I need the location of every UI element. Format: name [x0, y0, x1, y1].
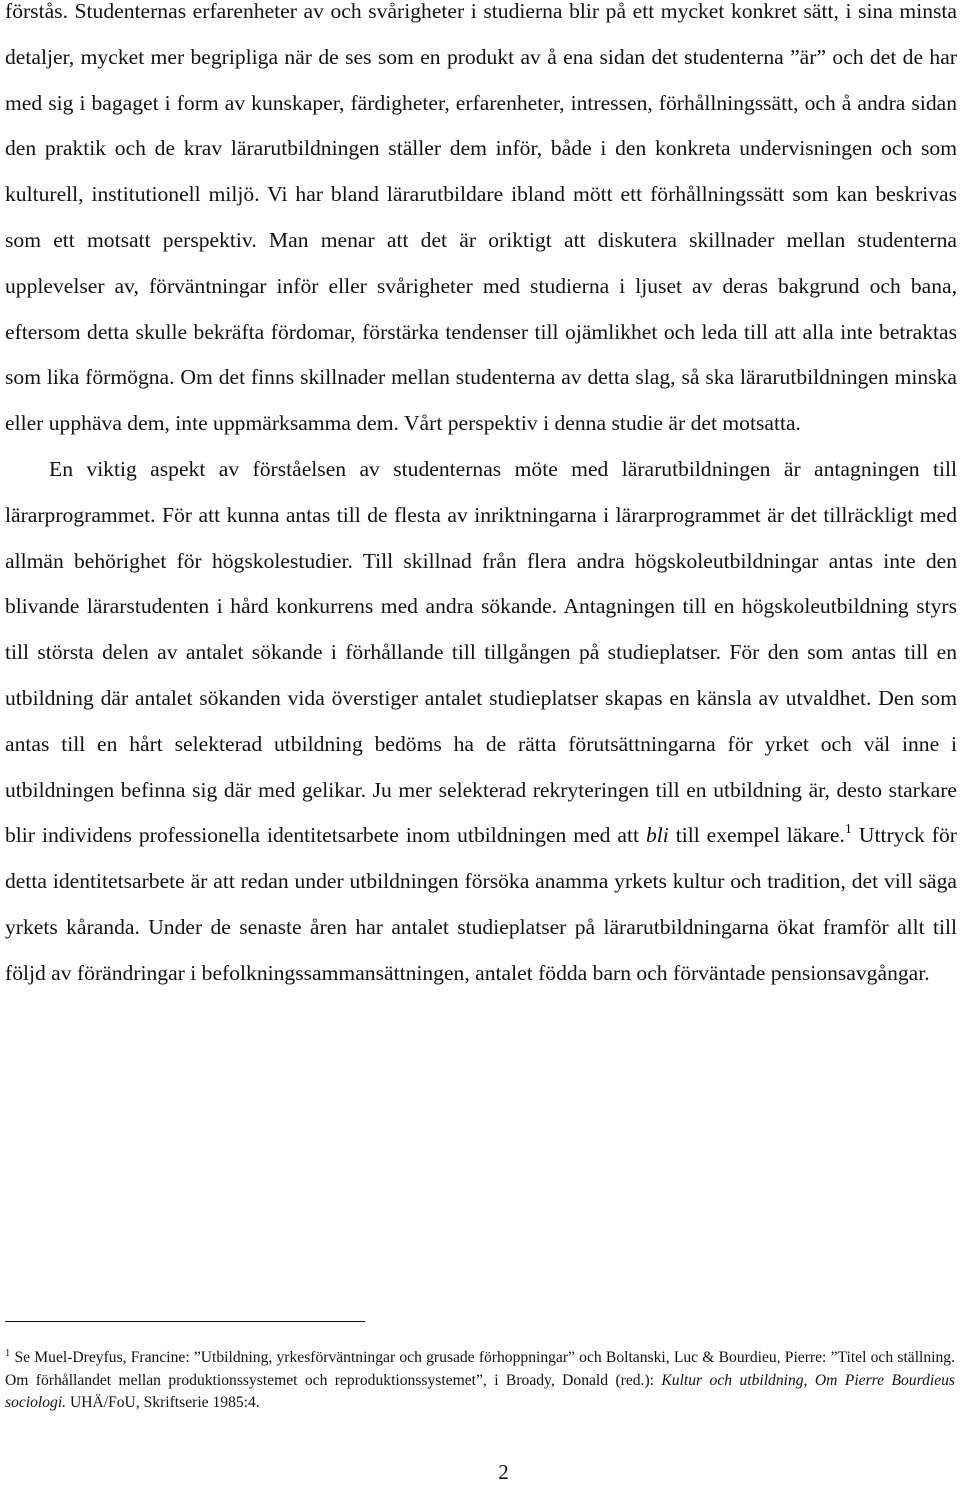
footnote-separator — [5, 1321, 365, 1322]
footnote — [5, 1347, 955, 1415]
paragraph-2-text-start: En viktig aspekt av förståelsen av studenternas möte med lärarutbildningen är antagningen till lärarprogrammet. För att kunna antas till de flesta av inriktningarna i lärarprogrammet är det tillräckligt med allmän behörighet för högskolestudier. Till skillnad från flera andra högskoleutbildningar antas inte den blivande lärarstudenten i hård konkurrens med andra sökande. Antagningen till en högskoleutbildning styrs till största delen av antalet sökande i förhållande till tillgången på studieplatser. För den som antas till en utbildning där antalet sökanden vida överstiger antalet studieplatser skapas en känsla av utvaldhet. Den som antas till en hårt selekterad utbildning bedöms ha de rätta förutsättningarna för yrket och väl inne i utbildningen befinna sig där med gelikar. Ju mer selekterad rekryteringen till en utbildning är, desto starkare blir individens professionella identitetsarbete inom utbildningen med att — [5, 456, 957, 848]
footnote-book-title: Kultur och utbildning, Om Pierre Bourdieus sociologi. — [5, 1371, 955, 1411]
body-text — [5, 0, 957, 997]
paragraph-2 — [5, 447, 957, 997]
emphasis-bli: bli — [645, 823, 669, 848]
footnote-text-start: Se Muel-Dreyfus, Francine: ”Utbildning, yrkesförväntningar och grusade förhoppningar” och Boltanski, Luc & Bourdieu, Pierre: ”Titel och ställning. Om förhållandet mellan produktionssystemet och reproduktionssystemet”, i Broady, Donald (red.): — [5, 1349, 955, 1389]
footnote-marker: 1 — [5, 1348, 11, 1359]
paragraph-1 — [5, 0, 957, 447]
footnote-text-end: UHÄ/FoU, Skriftserie 1985:4. — [66, 1394, 260, 1411]
paragraph-2-text-end: Uttryck för detta identitetsarbete är att redan under utbildningen försöka anamma yrkets kultur och tradition, det vill säga yrkets kåranda. Under de senaste åren har antalet studieplatser på lärarutbildningarna ökat framför allt till följd av förändringar i befolkningssammansättningen, antalet födda barn och förväntade pensionsavgångar. — [5, 823, 957, 985]
footnote-reference[interactable]: 1 — [844, 822, 852, 838]
paragraph-1-text: förstås. Studenternas erfarenheter av och svårigheter i studierna blir på ett mycket konkret sätt, i sina minsta detaljer, mycket mer begripliga när de ses som en produkt av å ena sidan det studenterna ”är” och det de har med sig i bagaget i form av kunskaper, färdigheter, erfarenheter, intressen, förhållningssätt, och å andra sidan den praktik och de krav lärarutbildningen ställer dem inför, både i den konkreta undervisningen och som kulturell, institutionell miljö. Vi har bland lärarutbildare ibland mött ett förhållningssätt som kan beskrivas som ett motsatt perspektiv. Man menar att det är oriktigt att diskutera skillnader mellan studenterna upplevelser av, förväntningar inför eller svårigheter med studierna i ljuset av deras bakgrund och bana, eftersom detta skulle bekräfta fördomar, förstärka tendenser till ojämlikhet och leda till att alla inte betraktas som lika förmögna. Om det finns skillnader mellan studenterna av detta slag, så ska lärarutbildningen minska eller upphäva dem, inte uppmärksamma dem. Vårt perspektiv i denna studie är det motsatta. — [5, 0, 957, 436]
page-number: 2 — [498, 1460, 509, 1484]
paragraph-2-text-mid: till exempel läkare. — [668, 823, 845, 848]
